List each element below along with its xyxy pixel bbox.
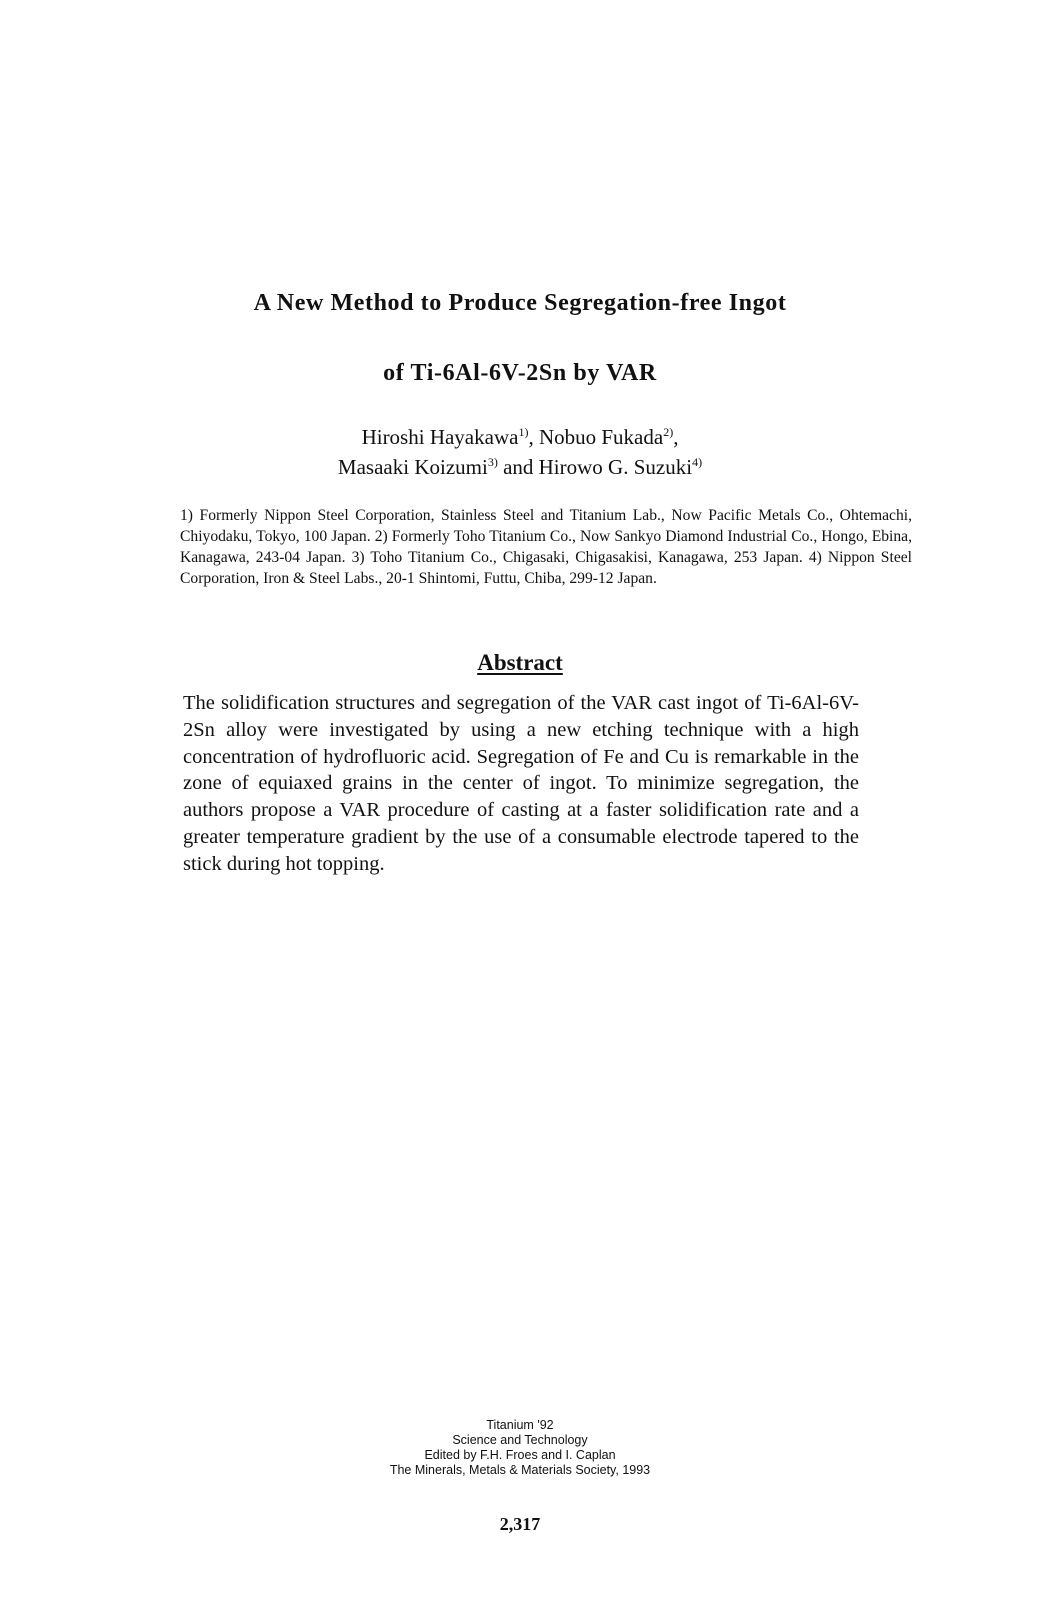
citation-line: Titanium '92 <box>486 1418 554 1432</box>
authors-line-1 <box>0 425 1040 450</box>
citation-line: The Minerals, Metals & Materials Society, 1993 <box>389 1463 651 1477</box>
citation-line: Edited by F.H. Froes and I. Caplan <box>424 1448 616 1462</box>
authors-line-2 <box>0 455 1040 480</box>
author-name: Hirowo G. Suzuki <box>538 455 693 479</box>
author-separator: , <box>528 425 539 449</box>
citation-line: Science and Technology <box>452 1433 588 1447</box>
author-name: Nobuo Fukada <box>538 425 664 449</box>
author-name: Masaaki Koizumi <box>337 455 488 479</box>
abstract-text: The solidification structures and segregation of the VAR cast ingot of Ti-6Al-6V-2Sn alloy were investigated by using a new etching technique with a high concentration of hydrofluoric acid. Segregation of Fe and Cu is remarkable in the zone of equiaxed grains in the center of ingot. To minimize segregation, the authors propose a VAR procedure of casting at a faster solidification rate and a greater temperature gradient by the use of a consumable electrode tapered to the stick during hot topping. <box>183 692 859 875</box>
affiliations-paragraph: 1) Formerly Nippon Steel Corporation, Stainless Steel and Titanium Lab., Now Pacific Metals Co., Ohtemachi, Chiyodaku, Tokyo, 100 Japan. 2) Formerly Toho Titanium Co., Now Sankyo Diamond Industrial Co., Hongo, Ebina, Kanagawa, 243-04 Japan. 3) Toho Titanium Co., Chigasaki, Chigasakisi, Kanagawa, 253 Japan. 4) Nippon Steel Corporation, Iron & Steel Labs., 20-1 Shintomi, Futtu, Chiba, 299-12 Japan. <box>180 507 912 587</box>
publication-citation <box>0 1418 1040 1478</box>
author-affiliation-mark: 1) <box>518 425 529 439</box>
author-name: Hiroshi Hayakawa <box>361 425 519 449</box>
author-separator: , <box>673 425 679 449</box>
paper-title-line-2: of Ti-6Al-6V-2Sn by VAR <box>383 360 657 386</box>
author-affiliation-mark: 3) <box>487 455 498 469</box>
author-affiliation-mark: 4) <box>692 455 703 469</box>
abstract-heading-label: Abstract <box>477 650 563 675</box>
author-separator: and <box>497 455 539 479</box>
abstract-heading <box>0 650 1040 676</box>
paper-title-line-1: A New Method to Produce Segregation-free Ingot <box>253 290 787 316</box>
page-number: 2,317 <box>499 1514 541 1534</box>
author-affiliation-mark: 2) <box>663 425 674 439</box>
